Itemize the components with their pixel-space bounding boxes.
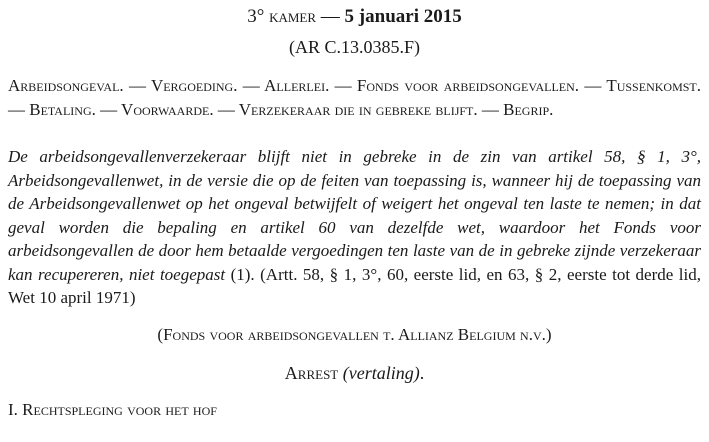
summary-paragraph (8, 145, 701, 310)
arrest-period: . (419, 362, 425, 383)
chamber-label: 3° kamer — (247, 6, 340, 27)
arrest-heading (8, 361, 701, 385)
keywords-paragraph: Arbeidsongeval. — Vergoeding. — Allerlei. — Fonds voor arbeidsongevallen. — Tussenkomst. — Betaling. — Voorwaarde. — Verzekeraar die in gebreke blijft. — Begrip. (8, 76, 701, 119)
arrest-word: Arrest (284, 362, 339, 383)
decision-date: 5 januari 2015 (344, 6, 462, 27)
summary-italic-text: De arbeidsongevallenverzekeraar blijft niet in gebreke in de zin van artikel 58, § 1, 3°, Arbeidsongevallenwet, in de versie die op de feiten van toepassing is, wanneer hij de toepassing van de Arbeidsongevallenwet op het ongeval betwijfelt of weigert het ongeval ten laste te nemen; in dat geval worden die bepaling en artikel 60 van dezelfde wet, waardoor het Fonds voor arbeidsongevallen de door hem betaalde vergoedingen ten laste van de in gebreke zijnde verzekeraar kan recupereren, niet toegepast (8, 147, 701, 284)
section-title: I. Rechtspleging voor het hof (8, 399, 217, 419)
parties-line: (Fonds voor arbeidsongevallen t. Allianz Belgium n.v.) (157, 324, 552, 344)
chamber-date-heading (8, 5, 701, 29)
document-page (8, 5, 701, 422)
summary-references: (1). (Artt. 58, § 1, 3°, 60, eerste lid, en 63, § 2, eerste tot derde lid, Wet 10 april 1971) (8, 264, 701, 307)
arrest-translation: (vertaling) (342, 362, 420, 383)
docket-number: (AR C.13.0385.F) (288, 37, 420, 57)
